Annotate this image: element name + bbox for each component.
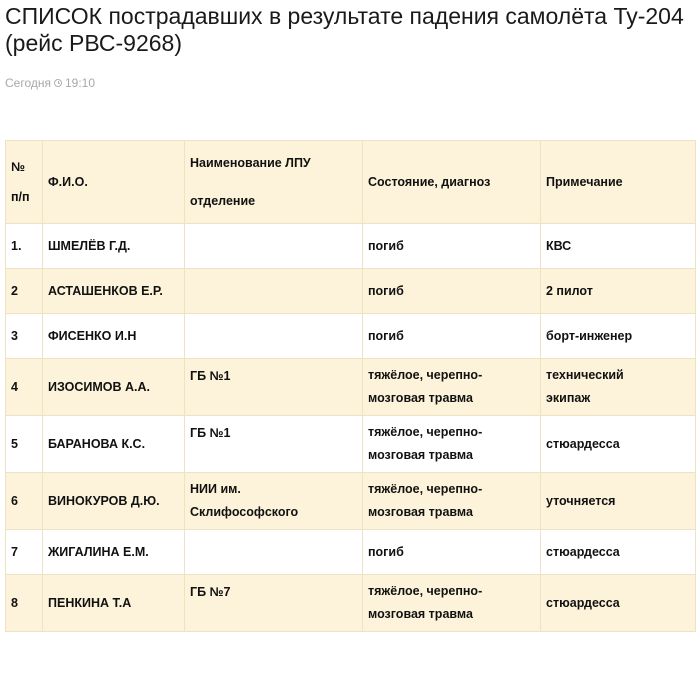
header-lpu (185, 141, 363, 224)
cell-lpu (185, 359, 363, 416)
cell-num (6, 473, 43, 530)
victims-table (5, 140, 696, 632)
cell-state-line2: мозговая травма (368, 391, 473, 405)
header-num-line1: № (11, 160, 25, 174)
cell-note-line1: технический (546, 368, 624, 382)
victims-body (6, 224, 696, 632)
cell-name (43, 575, 185, 632)
cell-num-line1: 5 (11, 436, 18, 451)
header-name: Ф.И.О. (43, 141, 185, 224)
table-row (6, 530, 696, 575)
cell-note (541, 473, 696, 530)
cell-state-line1: погиб (368, 328, 404, 343)
cell-state-line2: мозговая травма (368, 448, 473, 462)
cell-num-line1: 1. (11, 238, 22, 253)
cell-state (363, 269, 541, 314)
cell-note (541, 224, 696, 269)
cell-num (6, 530, 43, 575)
table-header-row (6, 141, 696, 224)
cell-lpu (185, 575, 363, 632)
publish-time: 19:10 (65, 76, 96, 90)
cell-note-line1: КВС (546, 238, 572, 253)
cell-lpu (185, 473, 363, 530)
cell-note-line1: борт-инженер (546, 328, 633, 343)
cell-num (6, 269, 43, 314)
cell-state-line1: тяжёлое, черепно- (368, 368, 483, 382)
cell-num (6, 314, 43, 359)
header-num (6, 141, 43, 224)
cell-num-line1: 3 (11, 328, 18, 343)
header-note: Примечание (541, 141, 696, 224)
cell-note-line2: экипаж (546, 391, 591, 405)
cell-name-line1: ФИСЕНКО И.Н (48, 328, 137, 343)
cell-note-line1: стюардесса (546, 544, 620, 559)
publish-meta (5, 76, 95, 90)
cell-lpu-line1: ГБ №1 (190, 426, 231, 440)
cell-name-line1: ИЗОСИМОВ А.А. (48, 379, 151, 394)
header-lpu-line2: отделение (190, 194, 256, 208)
cell-lpu-line1: НИИ им. (190, 482, 241, 496)
cell-name (43, 359, 185, 416)
cell-state-line1: тяжёлое, черепно- (368, 482, 483, 496)
table-row (6, 314, 696, 359)
cell-name (43, 314, 185, 359)
table-row (6, 473, 696, 530)
cell-name (43, 530, 185, 575)
cell-state-line1: тяжёлое, черепно- (368, 584, 483, 598)
page-title: СПИСОК пострадавших в результате падения самолёта Ту-204 (рейс РВС-9268) (5, 3, 684, 56)
cell-state (363, 473, 541, 530)
cell-num-line1: 8 (11, 595, 18, 610)
cell-num-line1: 2 (11, 283, 18, 298)
cell-state-line1: тяжёлое, черепно- (368, 425, 483, 439)
cell-name-line1: АСТАШЕНКОВ Е.Р. (48, 283, 163, 298)
table-row (6, 359, 696, 416)
cell-state (363, 359, 541, 416)
cell-state-line1: погиб (368, 238, 404, 253)
cell-name-line1: ВИНОКУРОВ Д.Ю. (48, 493, 160, 508)
cell-name-line1: ЖИГАЛИНА Е.М. (48, 544, 149, 559)
cell-note-line1: 2 пилот (546, 283, 593, 298)
table-row (6, 224, 696, 269)
cell-note (541, 530, 696, 575)
cell-state-line1: погиб (368, 283, 404, 298)
table-row (6, 269, 696, 314)
cell-name (43, 269, 185, 314)
cell-state-line1: погиб (368, 544, 404, 559)
cell-lpu (185, 314, 363, 359)
publish-date: Сегодня (5, 76, 51, 90)
cell-num-line1: 4 (11, 379, 18, 394)
table-row (6, 416, 696, 473)
clock-icon (54, 79, 62, 87)
cell-state (363, 224, 541, 269)
cell-state (363, 530, 541, 575)
cell-name-line1: БАРАНОВА К.С. (48, 436, 146, 451)
cell-note (541, 359, 696, 416)
header-state: Состояние, диагноз (363, 141, 541, 224)
cell-lpu (185, 416, 363, 473)
header-num-line2: п/п (11, 190, 30, 204)
cell-state-line2: мозговая травма (368, 607, 473, 621)
cell-name (43, 224, 185, 269)
cell-num (6, 224, 43, 269)
cell-note-line1: стюардесса (546, 595, 620, 610)
cell-state (363, 314, 541, 359)
cell-note (541, 416, 696, 473)
cell-num (6, 575, 43, 632)
cell-num-line1: 7 (11, 544, 18, 559)
cell-state-line2: мозговая травма (368, 505, 473, 519)
cell-state (363, 575, 541, 632)
cell-note (541, 269, 696, 314)
cell-note-line1: стюардесса (546, 436, 620, 451)
cell-lpu (185, 269, 363, 314)
cell-note (541, 575, 696, 632)
cell-lpu (185, 224, 363, 269)
table-row (6, 575, 696, 632)
cell-num (6, 359, 43, 416)
header-lpu-line1: Наименование ЛПУ (190, 156, 311, 170)
cell-note (541, 314, 696, 359)
cell-name (43, 473, 185, 530)
cell-num (6, 416, 43, 473)
cell-name-line1: ПЕНКИНА Т.А (48, 595, 132, 610)
cell-num-line1: 6 (11, 493, 18, 508)
cell-state (363, 416, 541, 473)
cell-name-line1: ШМЕЛЁВ Г.Д. (48, 238, 131, 253)
cell-note-line1: уточняется (546, 493, 616, 508)
cell-lpu (185, 530, 363, 575)
cell-name (43, 416, 185, 473)
cell-lpu-line1: ГБ №7 (190, 585, 231, 599)
cell-lpu-line2: Склифософского (190, 505, 299, 519)
cell-lpu-line1: ГБ №1 (190, 369, 231, 383)
